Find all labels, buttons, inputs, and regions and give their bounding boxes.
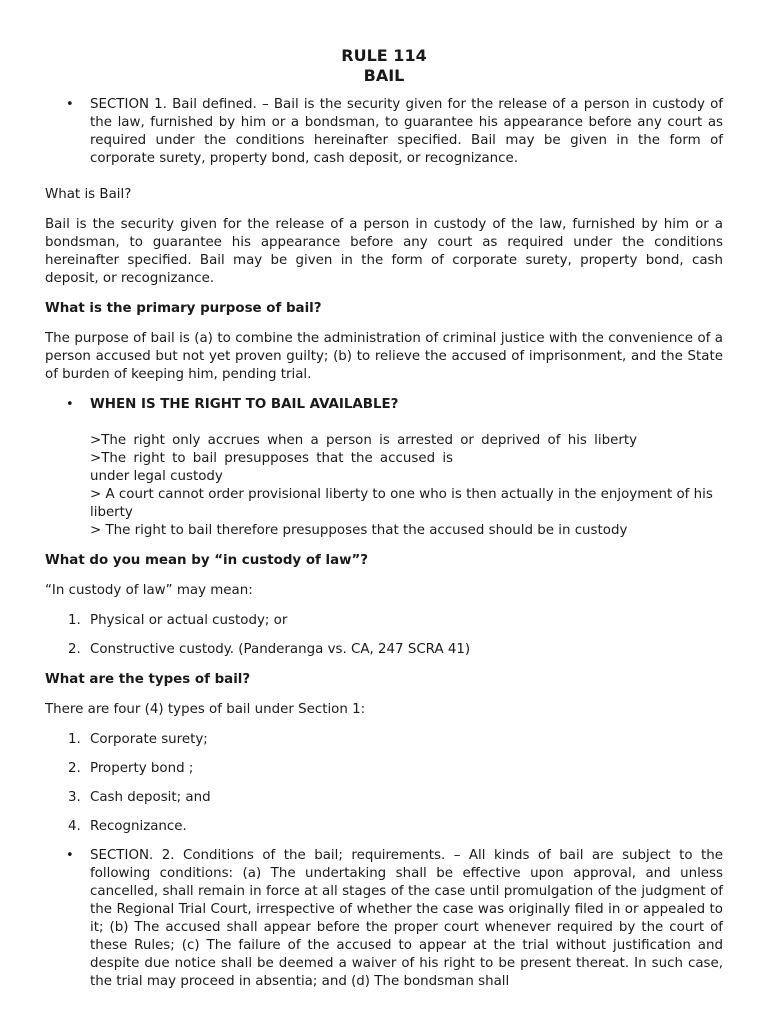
right-line: >The right only accrues when a person is arrested or deprived of his liberty: [90, 433, 638, 448]
bullet-icon: •: [66, 848, 74, 863]
right-line: > A court cannot order provisional liberty to one who is then actually in the enjoyment of his liberty: [90, 487, 713, 520]
list-item-text: Property bond ;: [90, 761, 194, 776]
page-title: [45, 46, 723, 86]
list-number: 3.: [68, 790, 81, 805]
right-to-bail-bullet: [45, 396, 723, 414]
list-number: 4.: [68, 819, 81, 834]
list-item-text: Constructive custody. (Panderanga vs. CA, 247 SCRA 41): [90, 642, 471, 657]
answer-primary-purpose: The purpose of bail is (a) to combine the administration of criminal justice with the convenience of a person accused but not yet proven guilty; (b) to relieve the accused of imprisonment, and the State of burden of keeping him, pending trial.: [45, 331, 723, 382]
right-line: > The right to bail therefore presupposes that the accused should be in custody: [90, 523, 628, 538]
list-item: [45, 818, 723, 836]
section-1-bullet: [45, 96, 723, 168]
title-bail: BAIL: [363, 66, 405, 85]
right-line: >The right to bail presupposes that the accused is: [90, 451, 454, 466]
heading-types-of-bail: What are the types of bail?: [45, 672, 251, 687]
types-intro: There are four (4) types of bail under Section 1:: [45, 702, 366, 717]
list-item: [45, 789, 723, 807]
list-item-text: Physical or actual custody; or: [90, 613, 288, 628]
right-to-bail-list: [45, 432, 723, 540]
list-item-text: Corporate surety;: [90, 732, 208, 747]
list-item: [45, 760, 723, 778]
list-item: [45, 731, 723, 749]
section-2-bullet: [45, 847, 723, 991]
heading-right-to-bail: WHEN IS THE RIGHT TO BAIL AVAILABLE?: [90, 397, 399, 412]
document-page: [45, 46, 723, 991]
list-number: 2.: [68, 642, 81, 657]
bullet-icon: •: [66, 97, 74, 112]
question-what-is-bail: What is Bail?: [45, 187, 132, 202]
list-item: [45, 612, 723, 630]
list-number: 2.: [68, 761, 81, 776]
section-1-text: SECTION 1. Bail defined. – Bail is the security given for the release of a person in custody of the law, furnished by him or a bondsman, to guarantee his appearance before any court as required under the conditions hereinafter specified. Bail may be given in the form of corporate surety, property bond, cash deposit, or recognizance.: [90, 97, 723, 166]
section-2-text: SECTION. 2. Conditions of the bail; requirements. – All kinds of bail are subject to the following conditions: (a) The undertaking shall be effective upon approval, and unless cancelled, shall remain in force at all stages of the case until promulgation of the judgment of the Regional Trial Court, irrespective of whether the case was originally filed in or appealed to it; (b) The accused shall appear before the proper court whenever required by the court of these Rules; (c) The failure of the accused to appear at the trial without justification and despite due notice shall be deemed a waiver of his right to be present thereat. In such case, the trial may proceed in absentia; and (d) The bondsman shall: [90, 848, 723, 989]
heading-primary-purpose: What is the primary purpose of bail?: [45, 301, 322, 316]
answer-what-is-bail: Bail is the security given for the release of a person in custody of the law, furnished by him or a bondsman, to guarantee his appearance before any court as required under the conditions hereinafter specified. Bail may be given in the form of corporate surety, property bond, cash deposit, or recognizance.: [45, 217, 723, 286]
title-rule: RULE 114: [341, 46, 427, 65]
list-item: [45, 641, 723, 659]
list-item-text: Recognizance.: [90, 819, 187, 834]
right-line: under legal custody: [90, 469, 223, 484]
bullet-icon: •: [66, 397, 74, 412]
list-number: 1.: [68, 732, 81, 747]
list-number: 1.: [68, 613, 81, 628]
custody-intro: “In custody of law” may mean:: [45, 583, 253, 598]
heading-custody-of-law: What do you mean by “in custody of law”?: [45, 553, 369, 568]
list-item-text: Cash deposit; and: [90, 790, 211, 805]
